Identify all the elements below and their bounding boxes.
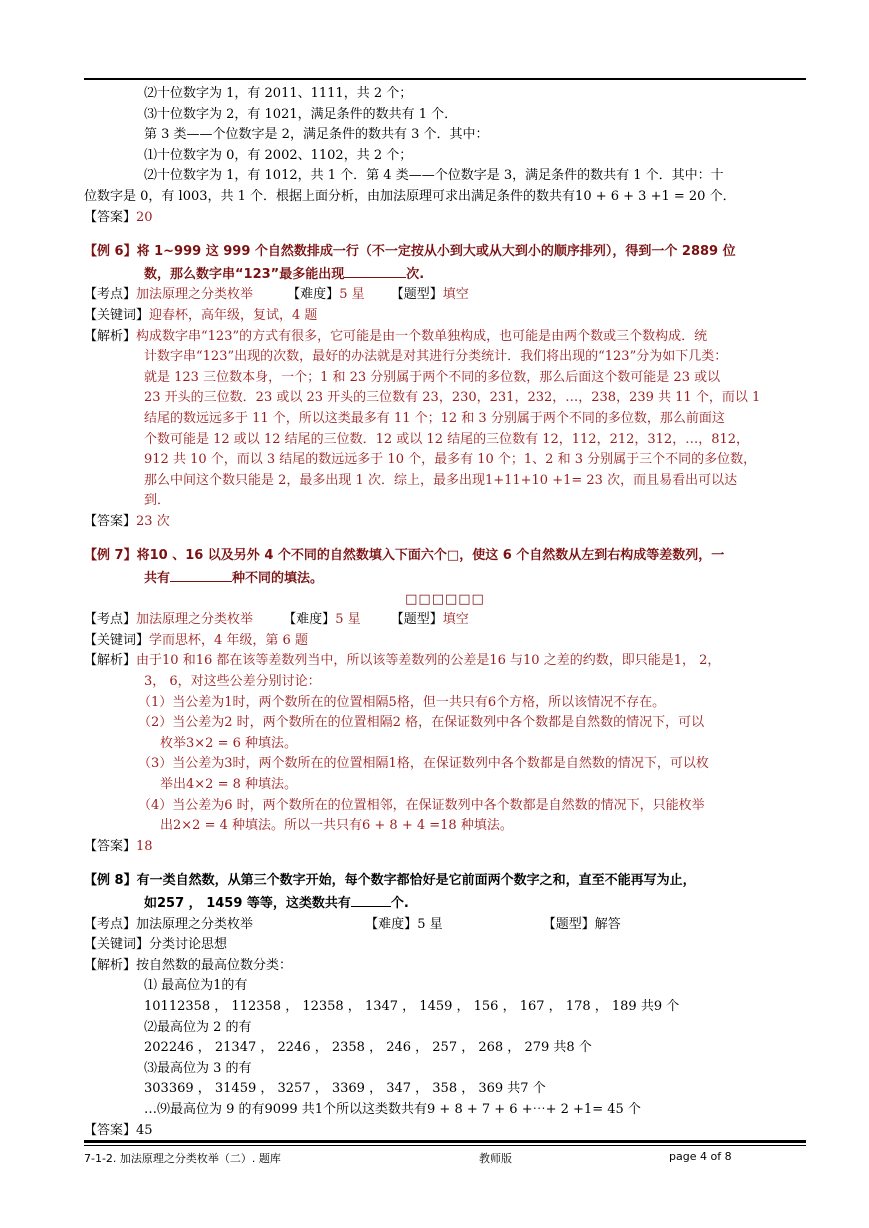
ex6-meta: [84, 285, 806, 306]
header-rule: [84, 78, 806, 80]
ex7-case-3b: 举出4×2 = 8 种填法。: [160, 777, 297, 792]
ex7-label: 【例 7】: [84, 548, 137, 564]
ex7-answer-blank: [170, 567, 232, 582]
ex6-jx-label: 【解析】: [84, 328, 137, 344]
ex6-kd-label: 【考点】: [84, 287, 137, 303]
page-content: [84, 84, 806, 1141]
ex6-analysis-line-3: 23 开头的三位数．23 或以 23 开头的三位数有 23，230，231，232，…，238，239 共 11 个，而以 1: [144, 390, 761, 406]
ex6-answer-label: 【答案】: [84, 513, 137, 529]
ex6-label: 【例 6】: [84, 244, 137, 260]
ex6-question-text-2a: 数，那么数字串“123”最多能出现: [144, 266, 345, 282]
ex7-case-4a: （4）当公差为6 时，两个数所在的位置相邻，在保证数列中各个数都是自然数的情况下，只能枚举: [138, 797, 705, 813]
ex8-jx-label: 【解析】: [84, 957, 137, 973]
ex8-answer-blank: [351, 892, 391, 907]
ex7-tx: 填空: [442, 612, 469, 628]
ex6-answer: [84, 512, 806, 533]
ex7-keywords: [84, 631, 806, 652]
ex8-answer: [84, 1121, 806, 1142]
ex6-answer-blank: [344, 263, 406, 278]
ex8-section-3-values: 303369 ， 31459 ， 3257 ， 3369 ， 347 ， 358 ， 369 共7 个: [144, 1081, 546, 1097]
ex6-nd-label: 【难度】: [287, 287, 340, 303]
ex7-analysis-text-1: 由于10 和16 都在该等差数列当中，所以该等差数列的公差是16 与10 之差的约数，即只能是1， 2，: [136, 653, 721, 669]
ex8-question-text-2b: 个.: [390, 895, 409, 911]
footer-title: 7-1-2. 加法原理之分类枚举（二）. 题库: [84, 1152, 281, 1165]
ex6-analysis-line-0: [84, 327, 806, 348]
ex8-gj-label: 【关键词】: [84, 937, 150, 953]
ex6-analysis-line-2: 就是 123 三位数本身，一个；1 和 23 分别属于两个不同的多位数，那么后面这个数可能是 23 或以: [144, 369, 721, 385]
cont-answer: [84, 208, 806, 229]
ex8-gj: 分类讨论思想: [149, 937, 228, 953]
ex7-question-text-2a: 共有: [144, 571, 171, 587]
cont-line-2: ⑶十位数字为 2，有 1021，满足条件的数共有 1 个．: [144, 106, 458, 122]
ex8-analysis-line-0: [84, 956, 806, 977]
ex8-kd-label: 【考点】: [84, 916, 137, 932]
ex8-tx: 解答: [594, 916, 621, 932]
ex8-meta: [84, 915, 806, 936]
ex6-tx-label: 【题型】: [390, 287, 443, 303]
ex6-analysis-line-4: 结尾的数远远多于 11 个，所以这类最多有 11 个；12 和 3 分别属于两个不同的多位数，那么前面这: [144, 410, 725, 426]
ex7-case-4b: 出2×2 = 4 种填法。所以一共只有6 + 8 + 4 =18 种填法。: [160, 818, 513, 834]
ex8-answer-label: 【答案】: [84, 1122, 137, 1138]
ex8-section-1: ⑴ 最高位为1的有: [144, 978, 248, 994]
ex6-gj: 迎春杯，高年级，复试，4 题: [149, 307, 318, 323]
ex8-question-line-1: [84, 871, 806, 892]
cont-line-3: 第 3 类——个位数字是 2，满足条件的数共有 3 个．其中：: [144, 127, 489, 143]
ex7-question-text-1: 将10 、16 以及另外 4 个不同的自然数填入下面六个□，使这 6 个自然数从左到右构成等差数列，一: [136, 548, 725, 564]
ex6-question-line-1: [84, 242, 806, 263]
ex6-analysis-line-7: 那么中间这个数只能是 2，最多出现 1 次．综上，最多出现1+11+10 +1= 23 次，而且易看出可以达: [144, 472, 738, 488]
cont-line-4: ⑴十位数字为 0，有 2002、1102，共 2 个；: [144, 147, 413, 163]
ex7-meta: [84, 610, 806, 631]
ex8-section-2: ⑵最高位为 2 的有: [144, 1019, 252, 1035]
cont-line-1: ⑵十位数字为 1，有 2011、1111，共 2 个；: [144, 86, 413, 101]
ex6-tx: 填空: [442, 287, 469, 303]
ex6-keywords: [84, 306, 806, 327]
ex7-analysis-line-1: [84, 651, 806, 672]
ex8-analysis-text-0: 按自然数的最高位数分类：: [136, 957, 293, 973]
ex6-analysis-line-1: 计数字串“123”出现的次数，最好的办法就是对其进行分类统计．我们将出现的“123”分为如下几类：: [144, 349, 728, 365]
ex6-question-text-2b: 次.: [406, 266, 425, 282]
ex8-kd: 加法原理之分类枚举: [136, 916, 254, 932]
ex7-answer-value: 18: [136, 838, 153, 854]
cont-line-6: 位数字是 0，有 l003，共 1 个．根据上面分析，由加法原理可求出满足条件的数共有10 + 6 + 3 +1 = 20 个．: [84, 188, 736, 204]
ex7-nd-label: 【难度】: [283, 612, 336, 628]
ex6-analysis-line-5: 个数可能是 12 或以 12 结尾的三位数．12 或以 12 结尾的三位数有 12，112，212，312，…，812，: [144, 431, 750, 447]
footer-rule-thin: [84, 1145, 806, 1146]
ex7-case-1: （1）当公差为1时，两个数所在的位置相隔5格，但一共只有6个方格，所以该情况不存在。: [138, 694, 666, 710]
footer-edition: 教师版: [479, 1152, 512, 1165]
ex6-kd: 加法原理之分类枚举: [136, 287, 254, 303]
ex7-case-2b: 枚举3×2 = 6 种填法。: [160, 735, 297, 751]
ex7-analysis-line-2: 3， 6，对这些公差分别讨论：: [144, 674, 321, 690]
ex8-section-1-values: 10112358 ， 112358 ， 12358 ， 1347 ， 1459 ， 156 ， 167 ， 178 ， 189 共9 个: [144, 998, 680, 1014]
ex8-section-3: ⑶最高位为 3 的有: [144, 1060, 252, 1076]
ex7-boxes: □□□□□□: [405, 591, 485, 607]
ex7-nd: 5 星: [335, 612, 361, 628]
answer-value: 20: [136, 209, 153, 225]
ex8-label: 【例 8】: [84, 873, 137, 889]
ex7-jx-label: 【解析】: [84, 653, 137, 669]
ex6-analysis-line-8: 到．: [144, 493, 171, 509]
ex8-answer-value: 45: [136, 1122, 153, 1138]
ex8-question-text-1: 有一类自然数，从第三个数字开始，每个数字都恰好是它前面两个数字之和，直至不能再写为止，: [136, 873, 696, 889]
ex7-question-text-2b: 种不同的填法。: [232, 571, 324, 587]
ex6-analysis-line-6: 912 共 10 个，而以 3 结尾的数远远多于 10 个，最多有 10 个；1、2 和 3 分别属于三个不同的多位数，: [144, 452, 757, 468]
ex8-keywords: [84, 935, 806, 956]
ex8-section-2-values: 202246 ， 21347 ， 2246 ， 2358 ， 246 ， 257 ， 268 ， 279 共8 个: [144, 1040, 592, 1056]
ex8-section-9: …⑼最高位为 9 的有9099 共1个所以这类数共有9 + 8 + 7 + 6 +⋯+ 2 +1= 45 个: [144, 1101, 641, 1117]
ex6-question-text-1: 将 1~999 这 999 个自然数排成一行（不一定按从小到大或从大到小的顺序排列），得到一个 2889 位: [136, 244, 736, 260]
footer-rule-thick: [84, 1140, 806, 1143]
ex7-tx-label: 【题型】: [390, 612, 443, 628]
ex7-answer: [84, 837, 806, 858]
ex7-case-2a: （2）当公差为2 时，两个数所在的位置相隔2 格，在保证数列中各个数都是自然数的情况下，可以: [138, 715, 705, 731]
ex6-analysis-text-0: 构成数字串“123”的方式有很多，它可能是由一个数单独构成，也可能是由两个数或三个数构成．统: [136, 328, 708, 344]
ex7-kd-label: 【考点】: [84, 612, 137, 628]
ex7-answer-label: 【答案】: [84, 838, 137, 854]
cont-line-5: ⑵十位数字为 1，有 1012，共 1 个．第 4 类——个位数字是 3，满足条件的数共有 1 个．其中：十: [144, 168, 724, 184]
ex7-kd: 加法原理之分类枚举: [136, 612, 254, 628]
ex6-gj-label: 【关键词】: [84, 307, 150, 323]
ex8-question-line-2: [84, 892, 806, 915]
ex8-tx-label: 【题型】: [542, 916, 595, 932]
ex8-question-text-2a: 如257 ， 1459 等等，这类数共有: [144, 895, 351, 911]
ex7-question-line-1: [84, 546, 806, 567]
ex8-nd: 5 星: [417, 916, 443, 932]
answer-label: 【答案】: [84, 209, 137, 225]
ex6-answer-value: 23 次: [136, 513, 170, 529]
ex6-nd: 5 星: [339, 287, 365, 303]
footer-page-number: page 4 of 8: [669, 1150, 732, 1163]
ex7-gj-label: 【关键词】: [84, 632, 150, 648]
ex8-nd-label: 【难度】: [365, 916, 418, 932]
ex7-question-line-2: [84, 567, 806, 590]
ex7-gj: 学而思杯，4 年级，第 6 题: [149, 632, 308, 648]
ex6-question-line-2: [84, 263, 806, 286]
ex7-case-3a: （3）当公差为3时，两个数所在的位置相隔1格，在保证数列中各个数都是自然数的情况下，可以枚: [138, 756, 709, 772]
